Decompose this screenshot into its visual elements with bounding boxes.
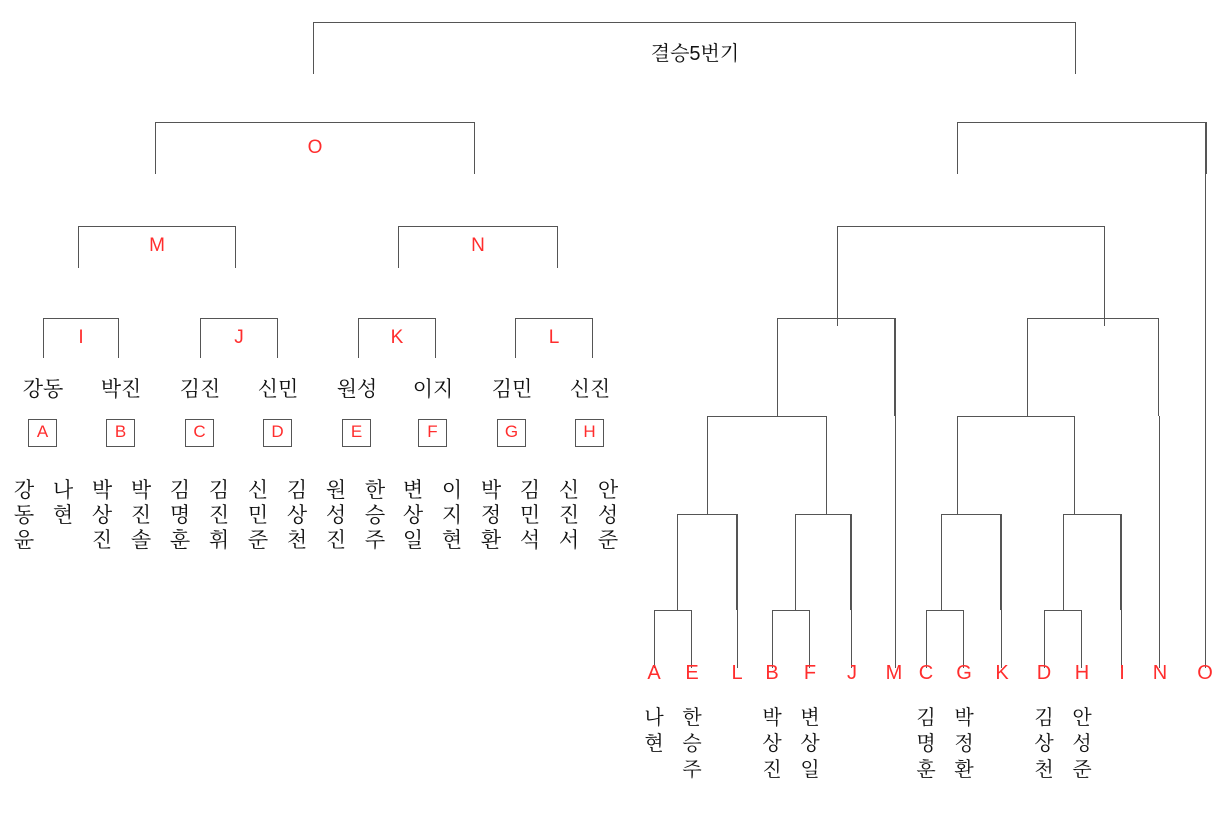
right-seed-name-C: 김명훈 xyxy=(916,707,936,781)
right-drop-L xyxy=(737,514,738,668)
right-seed-name-F: 변상일 xyxy=(800,707,820,781)
right-seed-label-F: F xyxy=(803,662,817,684)
right-bracket-l5-1 xyxy=(677,514,737,610)
right-drop-O xyxy=(1205,122,1206,668)
pair-box-B: B xyxy=(106,419,135,447)
pair-box-G: G xyxy=(497,419,526,447)
player-name-7: 김 상 천 xyxy=(286,479,308,552)
right-seed-label-N: N xyxy=(1152,662,1168,684)
right-seed-label-G: G xyxy=(956,662,972,684)
player-name-9: 한 승 주 xyxy=(364,479,386,552)
right-bracket-l4-2 xyxy=(957,416,1075,514)
right-seed-name-H: 안성준 xyxy=(1072,707,1092,781)
right-seed-label-J: J xyxy=(847,662,857,684)
pair-winner-2: 김진 xyxy=(179,378,221,401)
player-name-10: 변 상 일 xyxy=(402,479,424,552)
player-name-8: 원 성 진 xyxy=(325,479,347,552)
label-L: L xyxy=(548,327,560,348)
right-drop-J xyxy=(851,514,852,668)
pair-box-H: H xyxy=(575,419,604,447)
pair-winner-3: 신민 xyxy=(257,378,299,401)
right-seed-label-A: A xyxy=(647,662,661,684)
pair-box-D: D xyxy=(263,419,292,447)
right-drop-K xyxy=(1001,514,1002,668)
right-bracket-l4-1 xyxy=(707,416,827,514)
label-K: K xyxy=(390,327,404,348)
pair-winner-4: 원성 xyxy=(336,378,378,401)
right-drop-M xyxy=(895,318,896,668)
right-bracket-l6-1 xyxy=(654,610,692,668)
label-O: O xyxy=(307,137,323,158)
player-name-3: 박 진 솔 xyxy=(130,479,152,552)
player-name-14: 신 진 서 xyxy=(558,479,580,552)
pair-box-F: F xyxy=(418,419,447,447)
right-seed-label-D: D xyxy=(1036,662,1052,684)
right-seed-label-C: C xyxy=(918,662,934,684)
right-bracket-quarter-1 xyxy=(777,318,895,416)
right-bracket-semi-1 xyxy=(837,226,1105,326)
right-bracket-l5-4 xyxy=(1063,514,1121,610)
pair-box-C: C xyxy=(185,419,214,447)
pair-box-E: E xyxy=(342,419,371,447)
right-bracket-l6-4 xyxy=(1044,610,1082,668)
right-seed-label-L: L xyxy=(731,662,743,684)
label-N: N xyxy=(471,235,485,256)
player-name-0: 강 동 윤 xyxy=(13,479,35,552)
player-name-13: 김 민 석 xyxy=(519,479,541,552)
right-seed-label-E: E xyxy=(685,662,699,684)
player-name-12: 박 정 환 xyxy=(480,479,502,552)
player-name-5: 김 진 휘 xyxy=(208,479,230,552)
pair-winner-5: 이지 xyxy=(412,378,454,401)
right-bracket-l5-2 xyxy=(795,514,851,610)
pair-winner-0: 강동 xyxy=(22,378,64,401)
label-M: M xyxy=(149,235,165,256)
final-title: 결승5번기 xyxy=(650,43,740,65)
right-seed-label-K: K xyxy=(995,662,1009,684)
right-bracket-l5-3 xyxy=(941,514,1001,610)
right-seed-name-A: 나현 xyxy=(644,707,664,755)
right-seed-label-H: H xyxy=(1074,662,1090,684)
player-name-2: 박 상 진 xyxy=(91,479,113,552)
pair-winner-1: 박진 xyxy=(100,378,142,401)
player-name-6: 신 민 준 xyxy=(247,479,269,552)
right-seed-label-B: B xyxy=(765,662,779,684)
right-seed-label-M: M xyxy=(885,662,903,684)
right-seed-name-G: 박정환 xyxy=(954,707,974,781)
right-bracket-l6-3 xyxy=(926,610,964,668)
right-seed-name-E: 한승주 xyxy=(682,707,702,781)
right-bracket-final xyxy=(957,122,1207,174)
pair-winner-6: 김민 xyxy=(491,378,533,401)
label-I: I xyxy=(78,327,84,348)
player-name-4: 김 명 훈 xyxy=(169,479,191,552)
pair-box-A: A xyxy=(28,419,57,447)
player-name-1: 나 현 xyxy=(52,479,74,527)
right-bracket-quarter-2 xyxy=(1027,318,1159,416)
right-drop-N xyxy=(1159,416,1160,668)
right-bracket-l6-2 xyxy=(772,610,810,668)
player-name-11: 이 지 현 xyxy=(441,479,463,552)
right-seed-label-I: I xyxy=(1119,662,1125,684)
label-J: J xyxy=(234,327,244,348)
right-drop-I xyxy=(1121,514,1122,668)
player-name-15: 안 성 준 xyxy=(597,479,619,552)
right-seed-label-O: O xyxy=(1197,662,1213,684)
right-seed-name-B: 박상진 xyxy=(762,707,782,781)
pair-winner-7: 신진 xyxy=(569,378,611,401)
right-seed-name-D: 김상천 xyxy=(1034,707,1054,781)
